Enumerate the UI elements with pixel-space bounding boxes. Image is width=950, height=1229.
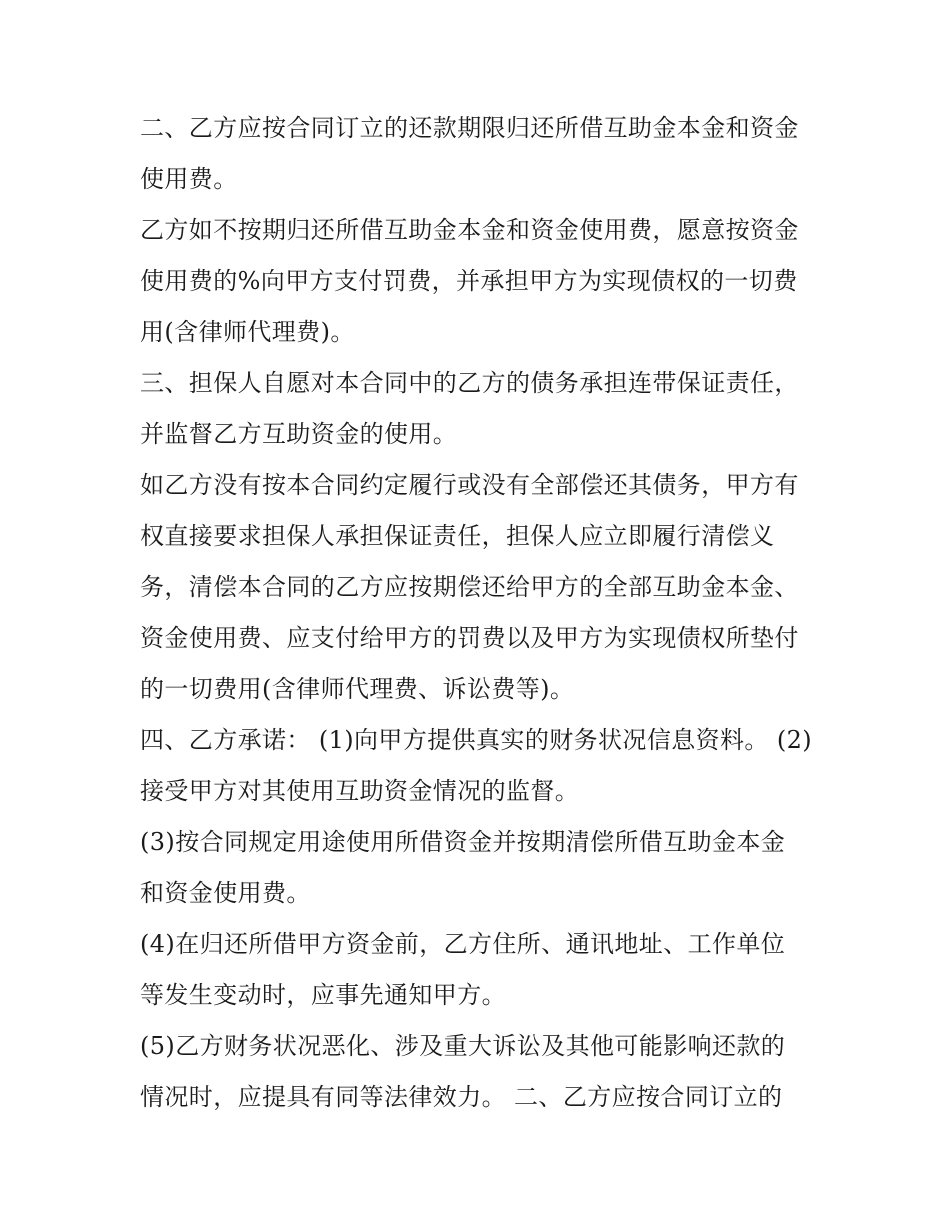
text-line: 接受甲方对其使用互助资金情况的监督。: [140, 777, 580, 805]
text-line: 乙方如不按期归还所借互助金本金和资金使用费，愿意按资金: [140, 216, 799, 244]
text-line: 务，清偿本合同的乙方应按期偿还给甲方的全部互助金本金、: [140, 573, 799, 601]
text-line: 使用费的%向甲方支付罚费，并承担甲方为实现债权的一切费: [140, 267, 798, 295]
text-line: 的一切费用(含律师代理费、诉讼费等)。: [140, 675, 575, 703]
text-line: (4)在归还所借甲方资金前，乙方住所、通讯地址、工作单位: [140, 930, 786, 958]
text-line: 资金使用费、应支付给甲方的罚费以及甲方为实现债权所垫付: [140, 624, 799, 652]
text-line: 和资金使用费。: [140, 879, 311, 907]
text-line: 情况时，应提具有同等法律效力。 二、乙方应按合同订立的: [140, 1083, 783, 1111]
document-page: [140, 103, 820, 1123]
text-line: 如乙方没有按本合同约定履行或没有全部偿还其债务，甲方有: [140, 471, 799, 499]
text-line: 二、乙方应按合同订立的还款期限归还所借互助金本金和资金: [140, 114, 799, 142]
text-line: 用(含律师代理费)。: [140, 318, 355, 346]
text-line: 四、乙方承诺： (1)向甲方提供真实的财务状况信息资料。 (2): [140, 726, 813, 754]
text-line: 使用费。: [140, 165, 238, 193]
text-line: 并监督乙方互助资金的使用。: [140, 420, 458, 448]
text-line: 等发生变动时，应事先通知甲方。: [140, 981, 506, 1009]
text-line: (3)按合同规定用途使用所借资金并按期清偿所借互助金本金: [140, 828, 786, 856]
text-line: 三、担保人自愿对本合同中的乙方的债务承担连带保证责任，: [140, 369, 799, 397]
text-line: 权直接要求担保人承担保证责任，担保人应立即履行清偿义: [140, 522, 775, 550]
text-line: (5)乙方财务状况恶化、涉及重大诉讼及其他可能影响还款的: [140, 1032, 786, 1060]
